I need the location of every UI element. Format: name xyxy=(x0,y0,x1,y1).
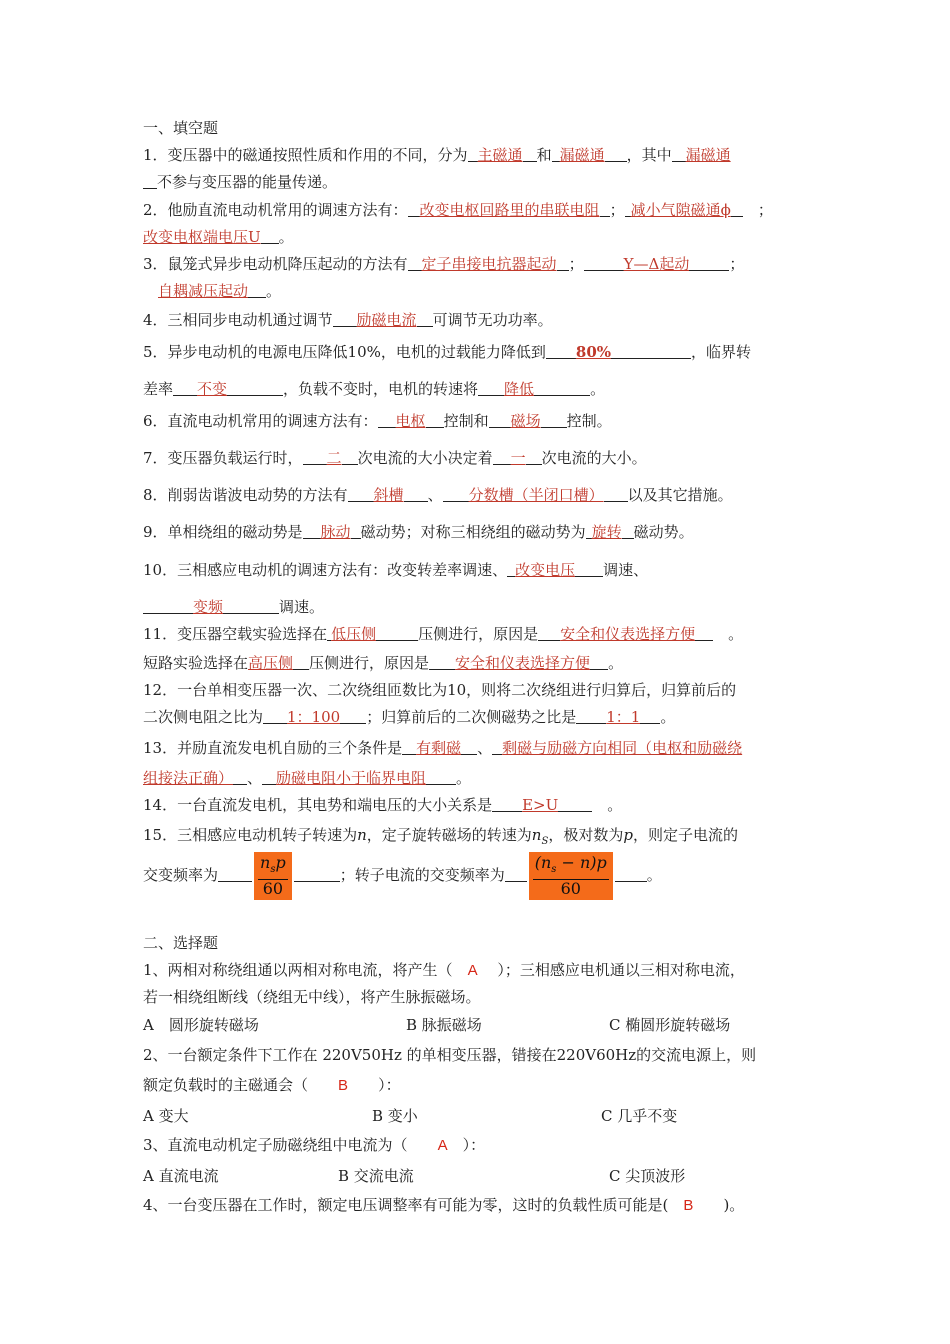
stator-frequency-formula: $\frac{n_sp}{60}$ xyxy=(254,852,292,900)
q12-line1: 12．一台单相变压器一次、二次绕组匝数比为10，则将二次绕组进行归算后，归算前后的 xyxy=(143,681,737,699)
q4-answer-1: 励磁电流 xyxy=(356,311,417,329)
q2-answer-3: 改变电枢端电压U xyxy=(143,228,261,246)
q3-line1: 3．鼠笼式异步电动机降压起动的方法有 定子串接电抗器起动 ； Y—Δ起动 ； xyxy=(143,255,745,273)
q11-line1: 11．变压器空载实验选择在 低压侧 压侧进行，原因是 安全和仪表选择方便 。 xyxy=(143,625,744,643)
q8-line: 8．削弱齿谐波电动势的方法有 斜槽 、 分数槽（半闭口槽） 以及其它措施。 xyxy=(143,486,733,504)
q12-answer-1: 1：100 xyxy=(287,708,341,726)
mc-q3-option-b: B 交流电流 xyxy=(338,1167,414,1185)
q1-answer-1: 主磁通 xyxy=(477,146,523,164)
mc-q1-line2: 若一相绕组断线（绕组无中线），将产生脉振磁场。 xyxy=(143,988,481,1006)
mc-q3-option-c: C 尖顶波形 xyxy=(609,1167,686,1185)
q5-line1: 5．异步电动机的电源电压降低10%，电机的过载能力降低到 80% ，临界转 xyxy=(143,343,752,361)
q13-line1: 13．并励直流发电机自励的三个条件是 有剩磁 、 剩磁与励磁方向相同（电枢和励磁绕 xyxy=(143,739,743,757)
q15-line2: 交变频率为 $\frac{n_sp}{60}$ ；转子电流的交变频率为 $\frac{(n_s - n)p}{60}$ 。 xyxy=(143,853,662,899)
q1-line1: 1．变压器中的磁通按照性质和作用的不同，分为 主磁通 和 漏磁通 ，其中 漏磁通 xyxy=(143,146,731,164)
q13-answer-3: 励磁电阻小于临界电阻 xyxy=(276,769,427,787)
mc-q4-answer: B xyxy=(683,1197,694,1214)
mc-q2-line1: 2、一台额定条件下工作在 220V50Hz 的单相变压器，错接在220V60Hz的交流电源上，则 xyxy=(143,1046,757,1064)
q2-answer-1: 改变电枢回路里的串联电阻 xyxy=(419,201,600,219)
q11-answer-2: 安全和仪表选择方便 xyxy=(560,625,696,643)
mc-q1-answer: A xyxy=(467,962,478,979)
q10-answer-1: 改变电压 xyxy=(515,561,576,579)
mc-q1-line1: 1、两相对称绕组通以两相对称电流，将产生（ A ）；三相感应电机通以三相对称电流， xyxy=(143,961,745,979)
q7-answer-1: 二 xyxy=(326,449,342,467)
q5-answer-2: 不变 xyxy=(197,380,228,398)
mc-q2-line2: 额定负载时的主磁通会（ B ）： xyxy=(143,1076,401,1094)
mc-q3-answer: A xyxy=(437,1137,448,1154)
q3-answer-1: 定子串接电抗器起动 xyxy=(421,255,557,273)
q10-line1: 10．三相感应电动机的调速方法有：改变转差率调速、 改变电压 调速、 xyxy=(143,561,649,579)
q3-line2: 自耦减压起动 。 xyxy=(158,282,282,300)
q11-answer-3: 高压侧 xyxy=(248,654,294,672)
q13-answer-1: 有剩磁 xyxy=(416,739,462,757)
q11-line2: 短路实验选择在高压侧 压侧进行，原因是 安全和仪表选择方便 。 xyxy=(143,654,624,672)
q6-answer-2: 磁场 xyxy=(510,412,541,430)
q7-answer-2: 一 xyxy=(510,449,526,467)
q9-answer-2: 旋转 xyxy=(591,523,622,541)
mc-q1-option-c: C 椭圆形旋转磁场 xyxy=(609,1016,731,1034)
mc-q1-option-b: B 脉振磁场 xyxy=(406,1016,482,1034)
q10-line2: 变频 调速。 xyxy=(143,597,324,617)
mc-q1-option-a: A 圆形旋转磁场 xyxy=(143,1016,259,1034)
q14-line: 14．一台直流发电机，其电势和端电压的大小关系是 E>U 。 xyxy=(143,796,623,814)
q10-answer-2: 变频 xyxy=(193,598,224,616)
q8-answer-2: 分数槽（半闭口槽） xyxy=(468,486,604,504)
q1-answer-3: 漏磁通 xyxy=(685,146,731,164)
mc-q2-option-b: B 变小 xyxy=(372,1107,418,1125)
q8-answer-1: 斜槽 xyxy=(373,486,404,504)
q2-answer-2: 减小气隙磁通ϕ xyxy=(630,201,731,219)
q1-answer-2: 漏磁通 xyxy=(559,146,605,164)
mc-q4-line1: 4、一台变压器在工作时，额定电压调整率有可能为零，这时的负载性质可能是( B )。 xyxy=(143,1196,745,1214)
mc-q2-option-a: A 变大 xyxy=(143,1107,189,1125)
q5-answer-1: 80% xyxy=(575,343,612,361)
q2-line1: 2．他励直流电动机常用的调速方法有： 改变电枢回路里的串联电阻 ； 减小气隙磁通ϕ ； xyxy=(143,201,773,219)
q6-answer-1: 电枢 xyxy=(395,412,426,430)
q13-answer-2b: 组接法正确） xyxy=(143,769,234,787)
section1-title: 一、填空题 xyxy=(143,119,219,137)
q9-line: 9．单相绕组的磁动势是 脉动 磁动势；对称三相绕组的磁动势为 旋转 磁动势。 xyxy=(143,523,694,541)
mc-q3-option-a: A 直流电流 xyxy=(143,1167,219,1185)
q5-line2: 差率 不变 ，负载不变时，电机的转速将 降低 。 xyxy=(143,380,606,398)
q11-answer-1: 低压侧 xyxy=(331,625,377,643)
q9-answer-1: 脉动 xyxy=(320,523,351,541)
mc-q3-line1: 3、直流电动机定子励磁绕组中电流为（ A ）： xyxy=(143,1136,486,1154)
q3-answer-3: 自耦减压起动 xyxy=(158,282,249,300)
mc-q2-answer: B xyxy=(338,1077,349,1094)
rotor-frequency-formula: $\frac{(n_s - n)p}{60}$ xyxy=(529,852,613,900)
q12-answer-2: 1：1 xyxy=(606,708,641,726)
mc-q2-option-c: C 几乎不变 xyxy=(601,1107,678,1125)
q4-line: 4．三相同步电动机通过调节 励磁电流 可调节无功功率。 xyxy=(143,311,553,329)
q1-line2: 不参与变压器的能量传递。 xyxy=(143,172,337,192)
section2-title: 二、选择题 xyxy=(143,934,219,952)
q11-answer-4: 安全和仪表选择方便 xyxy=(455,654,591,672)
q13-answer-2: 剩磁与励磁方向相同（电枢和励磁绕 xyxy=(502,739,743,757)
q2-line2: 改变电枢端电压U 。 xyxy=(143,228,294,246)
q6-line: 6．直流电动机常用的调速方法有： 电枢 控制和 磁场 控制。 xyxy=(143,412,612,430)
q13-line2: 组接法正确） 、 励磁电阻小于临界电阻 。 xyxy=(143,769,472,787)
q12-line2: 二次侧电阻之比为 1：100 ；归算前后的二次侧磁势之比是 1：1 。 xyxy=(143,708,676,726)
q15-line1: 15．三相感应电动机转子转速为n，定子旋转磁场的转速为$n_S$，极对数为p，则定子电流的 xyxy=(143,826,738,847)
q14-answer-1: E>U xyxy=(522,796,559,814)
q7-line: 7．变压器负载运行时， 二 次电流的大小决定着 一 次电流的大小。 xyxy=(143,449,647,467)
q3-answer-2: Y—Δ起动 xyxy=(623,255,690,273)
q5-answer-3: 降低 xyxy=(504,380,535,398)
